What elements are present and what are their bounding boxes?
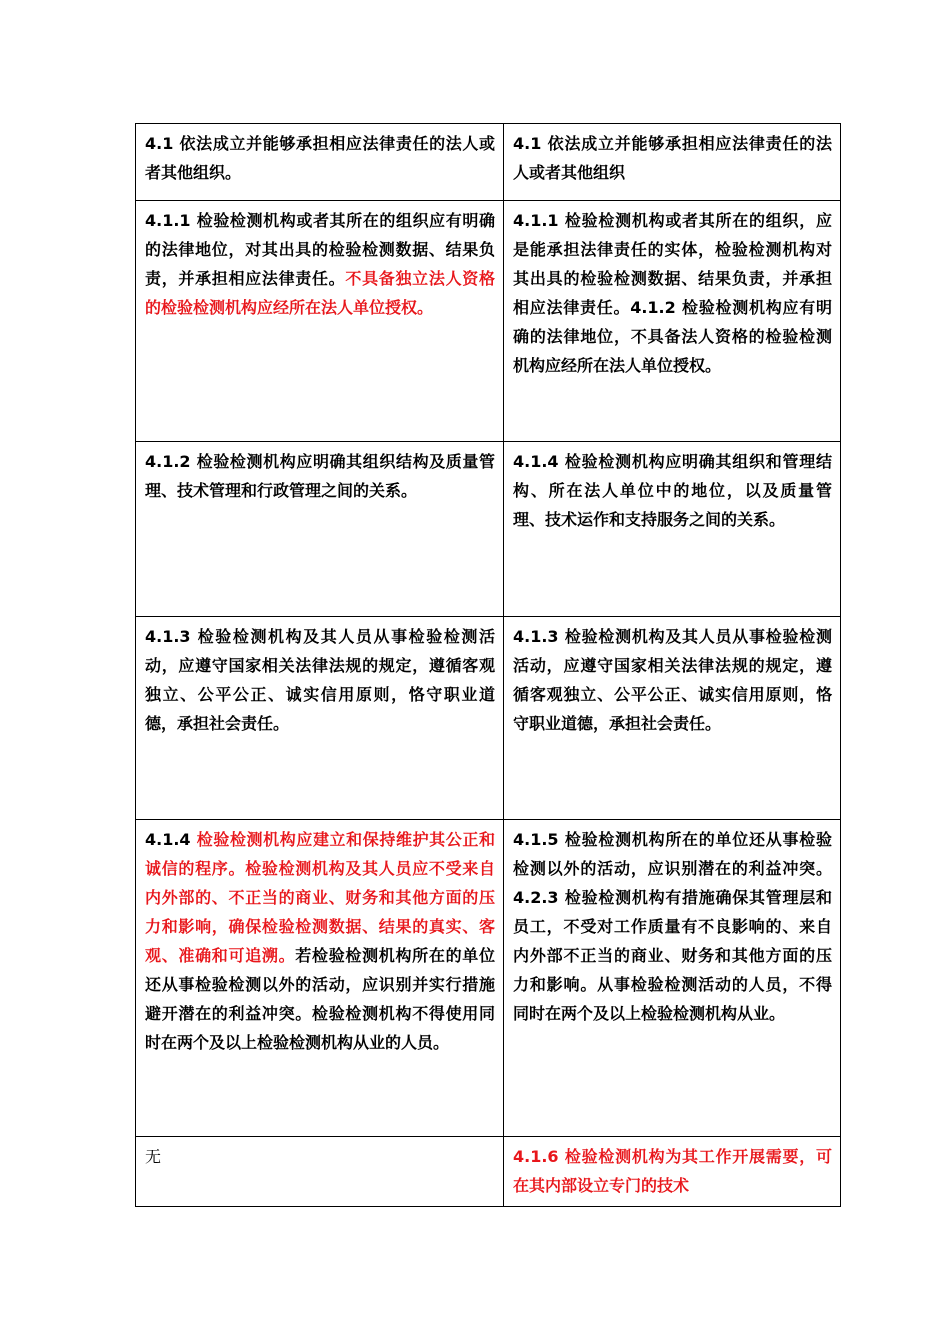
right-cell (504, 124, 841, 201)
clause-text: 4.1.1 检验检测机构或者其所在的组织，应是能承担法律责任的实体，检验检测机构对其出具的检验检测数据、结果负责，并承担相应法律责任。4.1.2 检验检测机构应有明确的法律地位，不具备法人资格的检验检测机构应经所在法人单位授权。 (513, 211, 832, 375)
right-cell (504, 442, 841, 617)
clause-text: 4.1.3 检验检测机构及其人员从事检验检测活动，应遵守国家相关法律法规的规定，遵循客观独立、公平公正、诚实信用原则，恪守职业道德，承担社会责任。 (513, 627, 832, 733)
clause-text: 4.1.1 检验检测机构或者其所在的组织应有明确的法律地位，对其出具的检验检测数据、结果负责，并承担相应法律责任。 (145, 211, 495, 288)
left-cell (136, 820, 504, 1137)
right-cell (504, 1137, 841, 1207)
table-row (136, 442, 841, 617)
left-cell (136, 1137, 504, 1207)
highlighted-clause-text: 不具备独立法人资格的检验检测机构应经所在法人单位授权。 (145, 269, 495, 317)
left-cell (136, 124, 504, 201)
table-row (136, 617, 841, 820)
table-row (136, 201, 841, 442)
table-row (136, 1137, 841, 1207)
right-cell (504, 820, 841, 1137)
right-cell (504, 617, 841, 820)
clause-text: 4.1.3 检验检测机构及其人员从事检验检测活动，应遵守国家相关法律法规的规定，遵循客观独立、公平公正、诚实信用原则，恪守职业道德，承担社会责任。 (145, 627, 495, 733)
clause-text: 4.1 依法成立并能够承担相应法律责任的法人或者其他组织。 (145, 134, 495, 182)
clause-text: 4.1.4 (145, 830, 197, 849)
clause-text: 若检验检测机构所在的单位还从事检验检测以外的活动，应识别并实行措施避开潜在的利益冲突。检验检测机构不得使用同时在两个及以上检验检测机构从业的人员。 (145, 946, 495, 1052)
none-text: 无 (145, 1147, 162, 1166)
left-cell (136, 201, 504, 442)
left-cell (136, 617, 504, 820)
clause-text: 4.1 依法成立并能够承担相应法律责任的法人或者其他组织 (513, 134, 832, 182)
highlighted-clause-text: 4.1.6 检验检测机构为其工作开展需要，可在其内部设立专门的技术 (513, 1147, 832, 1195)
table-row (136, 124, 841, 201)
right-cell (504, 201, 841, 442)
table-row (136, 820, 841, 1137)
comparison-table (135, 123, 841, 1207)
clause-text: 4.1.5 检验检测机构所在的单位还从事检验检测以外的活动，应识别潜在的利益冲突。4.2.3 检验检测机构有措施确保其管理层和员工，不受对工作质量有不良影响的、来自内外部不正当的商业、财务和其他方面的压力和影响。从事检验检测活动的人员，不得同时在两个及以上检验检测机构从业。 (513, 830, 832, 1023)
highlighted-clause-text: 检验检测机构应建立和保持维护其公正和诚信的程序。检验检测机构及其人员应不受来自内外部的、不正当的商业、财务和其他方面的压力和影响，确保检验检测数据、结果的真实、客观、准确和可追溯。 (145, 830, 495, 965)
clause-text: 4.1.2 检验检测机构应明确其组织结构及质量管理、技术管理和行政管理之间的关系。 (145, 452, 495, 500)
clause-text: 4.1.4 检验检测机构应明确其组织和管理结构、所在法人单位中的地位，以及质量管理、技术运作和支持服务之间的关系。 (513, 452, 832, 529)
left-cell (136, 442, 504, 617)
